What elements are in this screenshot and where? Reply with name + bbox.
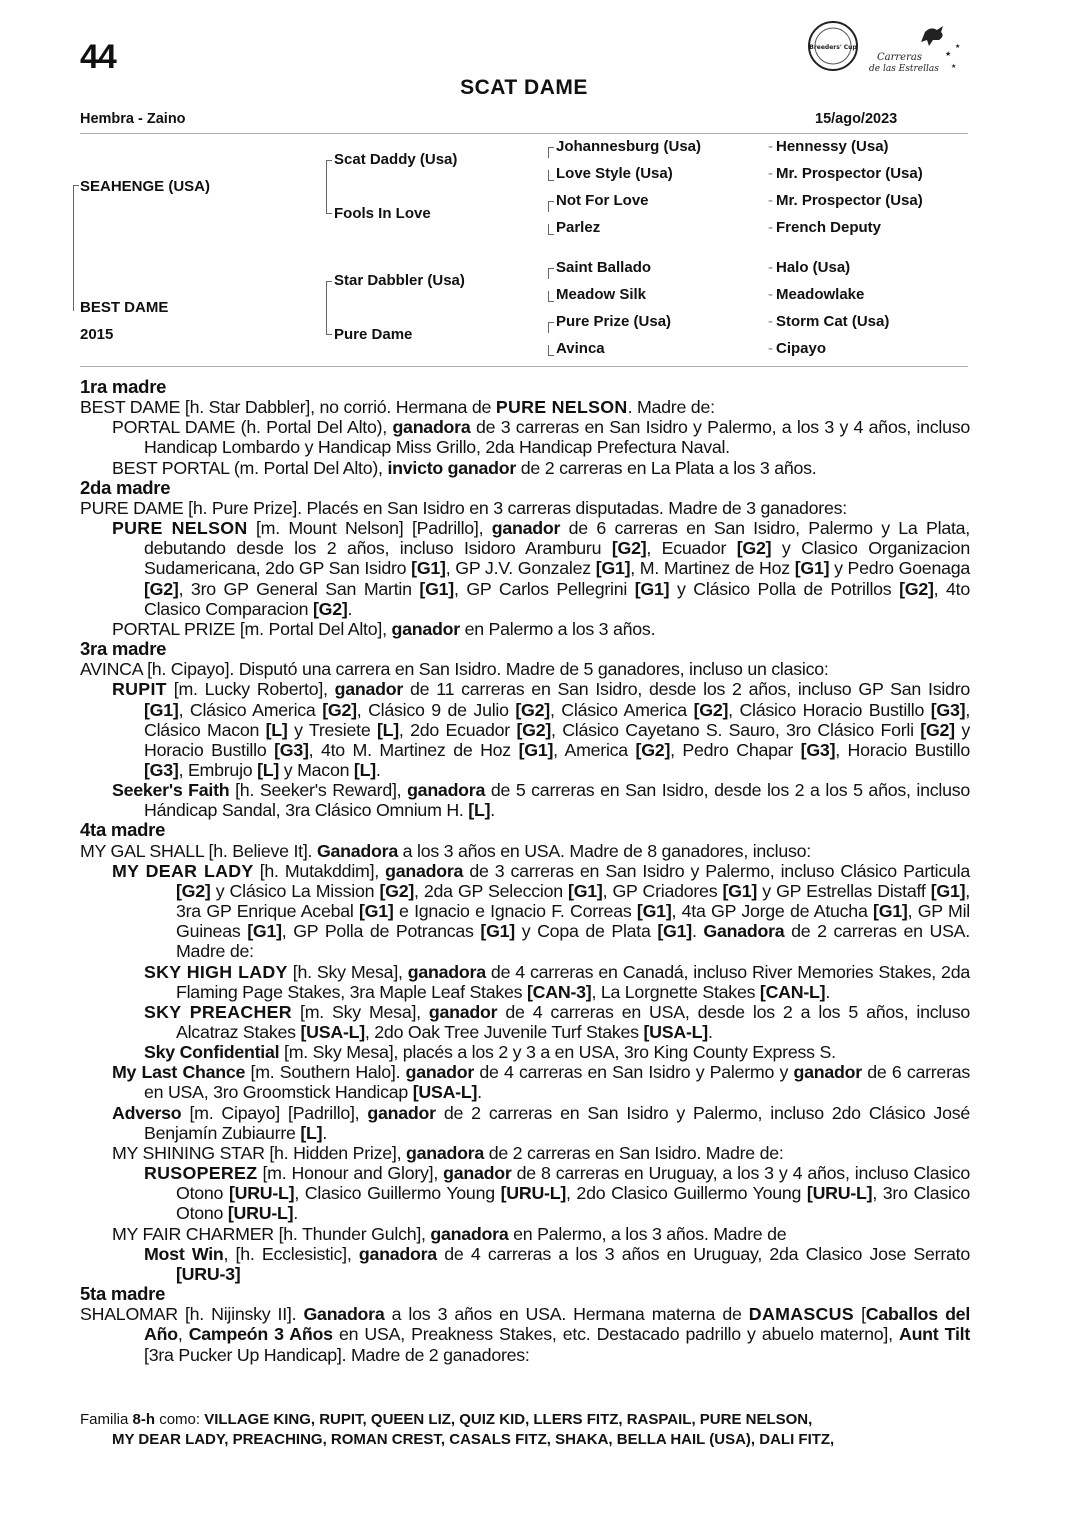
gen4-8: - Cipayo	[768, 340, 827, 357]
publication-date: 15/ago/2023	[815, 111, 898, 127]
family-line-2: MY DEAR LADY, PREACHING, ROMAN CREST, CASALS FITZ, SHAKA, BELLA HAIL (USA), DALI FITZ,	[112, 1431, 835, 1448]
carreras-logo	[805, 18, 965, 83]
gen3-2: Love Style (Usa)	[556, 165, 673, 182]
svg-text:★: ★	[951, 64, 957, 70]
family-line-1: Familia 8-h como: VILLAGE KING, RUPIT, QUEEN LIZ, QUIZ KID, LLERS FITZ, RASPAIL, PURE NELSON,	[80, 1411, 813, 1428]
gen3-1: Johannesburg (Usa)	[556, 138, 702, 155]
gen3-8: Avinca	[556, 340, 605, 357]
produce-adverso: Adverso [m. Cipayo] [Padrillo], ganador de 2 carreras en San Isidro y Palermo, incluso 2do Clásico José Benjamín Zubiaurre [L].	[112, 1102, 970, 1143]
svg-text:★: ★	[955, 44, 961, 50]
section-heading-2da-madre: 2da madre	[80, 476, 171, 498]
2da-madre-text: PURE DAME [h. Pure Prize]. Placés en San Isidro en 3 carreras disputadas. Madre de 3 ganadores:	[80, 497, 847, 518]
sex-color: Hembra - Zaino	[80, 111, 186, 127]
gen4-2: - Mr. Prospector (Usa)	[768, 165, 923, 182]
produce-rusoperez: RUSOPEREZ [m. Honour and Glory], ganador de 8 carreras en Uruguay, a los 3 y 4 años, incluso Clasico Otono [URU-L], Clasico Guillermo Young [URU-L], 2do Clasico Guillermo Young [URU-L], 3ro Clasico Otono [URU-L].	[144, 1163, 971, 1224]
svg-text:★: ★	[945, 51, 952, 58]
produce-most-win: Most Win, [h. Ecclesistic], ganadora de 4 carreras a los 3 años en Uruguay, 2da Clasico Jose Serrato [URU-3]	[144, 1243, 970, 1284]
gen3-5: Saint Ballado	[556, 259, 652, 276]
sire: SEAHENGE (USA)	[80, 178, 211, 195]
gen3-4: Parlez	[556, 219, 601, 236]
produce-sky-preacher: SKY PREACHER [m. Sky Mesa], ganador de 4 carreras en USA, desde los 2 a los 5 años, incluso Alcatraz Stakes [USA-L], 2do Oak Tree Juvenile Turf Stakes [USA-L].	[144, 1001, 970, 1042]
produce-my-last-chance: My Last Chance [m. Southern Halo]. ganador de 4 carreras en San Isidro y Palermo y ganador de 6 carreras en USA, 3ro Groomstick Handicap [USA-L].	[112, 1062, 971, 1103]
produce-best-portal: BEST PORTAL (m. Portal Del Alto), invicto ganador de 2 carreras en La Plata a los 3 años.	[112, 457, 817, 478]
produce-record	[80, 377, 970, 1365]
gen4-1: - Hennessy (Usa)	[768, 138, 889, 155]
svg-text:de las Estrellas: de las Estrellas	[869, 64, 939, 74]
produce-portal-dame: PORTAL DAME (h. Portal Del Alto), ganadora de 3 carreras en San Isidro y Palermo, a los 3 y 4 años, incluso Handicap Lombardo y Handicap Miss Grillo, 2da Handicap Prefectura Naval.	[112, 417, 970, 458]
section-heading-1ra-madre: 1ra madre	[80, 376, 167, 397]
pedigree-bottom-rule	[80, 366, 968, 367]
breeders-cup-seal-icon: Breeders' Cup	[809, 44, 857, 51]
produce-seekers-faith: Seeker's Faith [h. Seeker's Reward], ganadora de 5 carreras en San Isidro, desde los 2 a los 5 años, incluso Hándicap Sandal, 3ra Clásico Omnium H. [L].	[112, 780, 970, 821]
4ta-madre-text: MY GAL SHALL [h. Believe It]. Ganadora a los 3 años en USA. Madre de 8 ganadores, incluso:	[80, 840, 811, 861]
produce-my-fair-charmer: MY FAIR CHARMER [h. Thunder Gulch], ganadora en Palermo, a los 3 años. Madre de	[112, 1223, 787, 1244]
gen4-5: - Halo (Usa)	[768, 259, 851, 276]
gen2-dam-dam: Pure Dame	[334, 326, 413, 343]
3ra-madre-text: AVINCA [h. Cipayo]. Disputó una carrera en San Isidro. Madre de 5 ganadores, incluso un clasico:	[80, 659, 829, 680]
section-heading-3ra-madre: 3ra madre	[80, 638, 167, 660]
gen4-3: - Mr. Prospector (Usa)	[768, 192, 923, 209]
5ta-madre-text: SHALOMAR [h. Nijinsky II]. Ganadora a los 3 años en USA. Hermana materna de DAMASCUS [Caballos del Año, Campeón 3 Años en USA, Preakness Stakes, etc. Destacado padrillo y abuelo materno], Aunt Tilt [3ra Pucker Up Handicap]. Madre de 2 ganadores:	[80, 1304, 971, 1365]
gen3-3: Not For Love	[556, 192, 649, 209]
1ra-madre-text: BEST DAME [h. Star Dabbler], no corrió. Hermana de PURE NELSON. Madre de:	[80, 397, 715, 418]
birth-year: 2015	[80, 326, 114, 343]
gen2-sire-sire: Scat Daddy (Usa)	[334, 151, 458, 168]
gen4-6: - Meadowlake	[768, 286, 865, 303]
produce-sky-high-lady: SKY HIGH LADY [h. Sky Mesa], ganadora de 4 carreras en Canadá, incluso River Memories Stakes, 2da Flaming Page Stakes, 3ra Maple Leaf Stakes [CAN-3], La Lorgnette Stakes [CAN-L].	[144, 961, 970, 1002]
gen3-7: Pure Prize (Usa)	[556, 313, 672, 330]
gen2-dam-sire: Star Dabbler (Usa)	[334, 272, 465, 289]
produce-portal-prize: PORTAL PRIZE [m. Portal Del Alto], ganador en Palermo a los 3 años.	[112, 618, 656, 639]
dam: BEST DAME	[80, 299, 169, 316]
horse-name: SCAT DAME	[460, 76, 588, 99]
section-heading-5ta-madre: 5ta madre	[80, 1283, 166, 1305]
top-rule	[80, 133, 968, 134]
gen2-sire-dam: Fools In Love	[334, 205, 431, 222]
family-footer	[80, 1410, 970, 1450]
gen4-7: - Storm Cat (Usa)	[768, 313, 890, 330]
page-number: 44	[80, 38, 116, 76]
produce-pure-nelson: PURE NELSON [m. Mount Nelson] [Padrillo], ganador de 6 carreras en San Isidro, Palermo y La Plata, debutando desde los 2 años, incluso Isidoro Aramburu [G2], Ecuador [G2] y Clasico Organizacion Sudamericana, 2do GP San Isidro [G1], GP J.V. Gonzalez [G1], M. Martinez de Hoz [G1] y Pedro Goenaga [G2], 3ro GP General San Martin [G1], GP Carlos Pellegrini [G1] y Clásico Polla de Potrillos [G2], 4to Clasico Comparacion [G2].	[112, 518, 971, 619]
gen3-6: Meadow Silk	[556, 286, 647, 303]
gen4-4: - French Deputy	[768, 219, 882, 236]
produce-my-shining-star: MY SHINING STAR [h. Hidden Prize], ganadora de 2 carreras en San Isidro. Madre de:	[112, 1142, 784, 1163]
produce-my-dear-lady: MY DEAR LADY [h. Mutakddim], ganadora de 3 carreras en San Isidro y Palermo, incluso Clásico Particula [G2] y Clásico La Mission [G2], 2da GP Seleccion [G1], GP Criadores [G1] y GP Estrellas Distaff [G1], 3ra GP Enrique Acebal [G1] e Ignacio e Ignacio F. Correas [G1], 4ta GP Jorge de Atucha [G1], GP Mil Guineas [G1], GP Polla de Potrancas [G1] y Copa de Plata [G1]. Ganadora de 2 carreras en USA. Madre de:	[112, 860, 970, 962]
section-heading-4ta-madre: 4ta madre	[80, 819, 166, 841]
produce-rupit: RUPIT [m. Lucky Roberto], ganador de 11 carreras en San Isidro, desde los 2 años, incluso GP San Isidro [G1], Clásico America [G2], Clásico 9 de Julio [G2], Clásico America [G2], Clásico Horacio Bustillo [G3], Clásico Macon [L] y Tresiete [L], 2do Ecuador [G2], Clásico Cayetano S. Sauro, 3ro Clásico Forli [G2] y Horacio Bustillo [G3], 4to M. Martinez de Hoz [G1], America [G2], Pedro Chapar [G3], Horacio Bustillo [G3], Embrujo [L] y Macon [L].	[112, 679, 971, 780]
svg-text:Carreras: Carreras	[877, 52, 922, 63]
produce-sky-confidential: Sky Confidential [m. Sky Mesa], placés a los 2 y 3 a en USA, 3ro King County Express S.	[144, 1042, 836, 1063]
